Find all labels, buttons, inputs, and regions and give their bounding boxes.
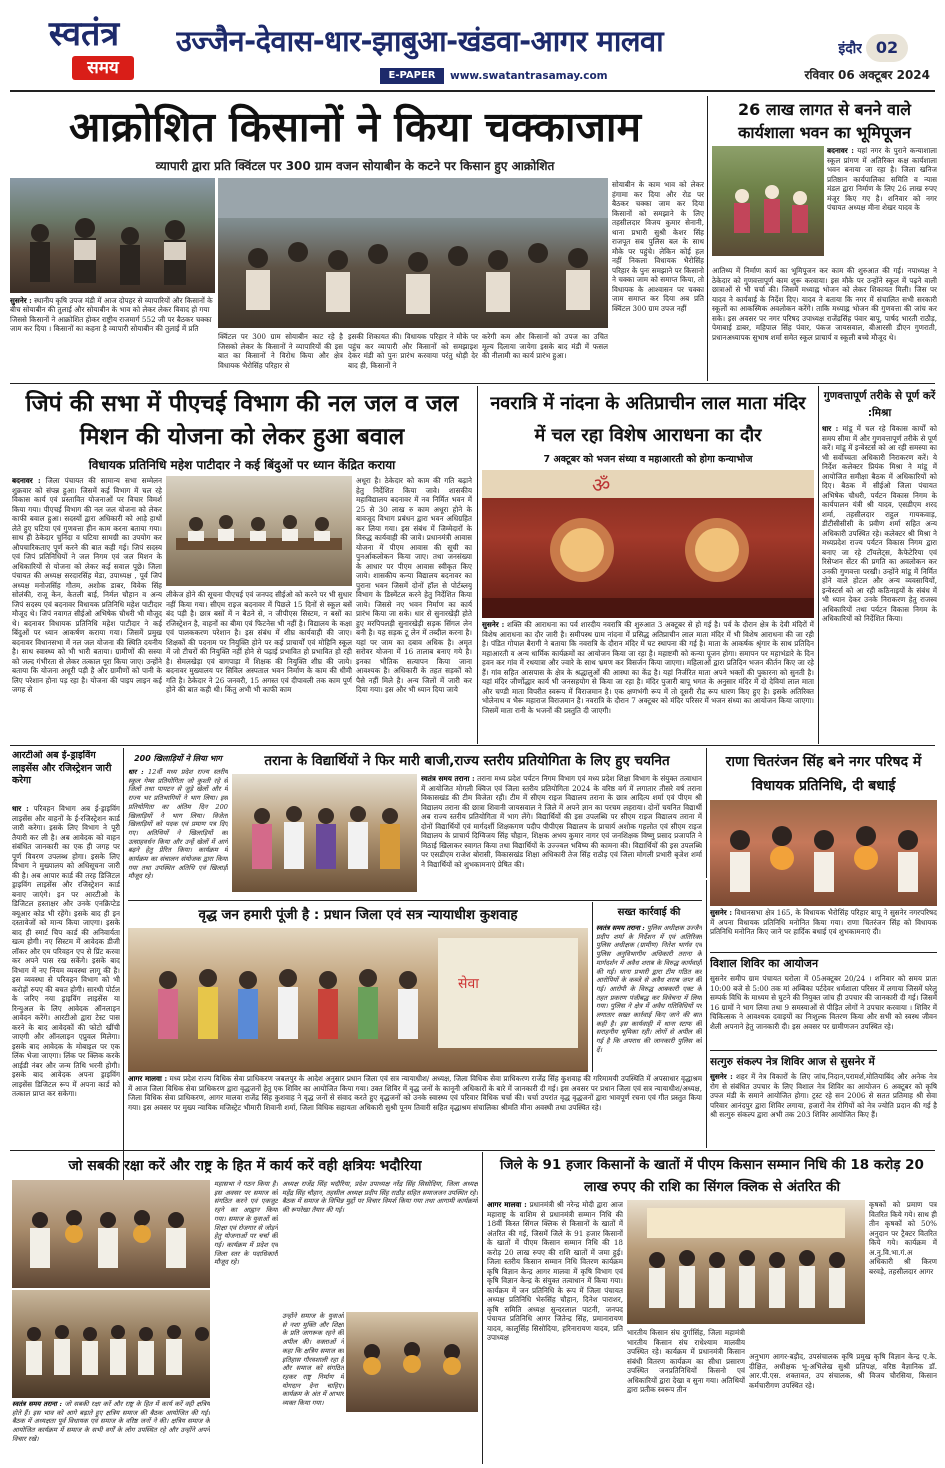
story15-event-photo xyxy=(627,1200,865,1324)
story3-col2: लीकेज होने की सूचना पीएचई एवं जनपद सीईओ को करने पर भी सुधार नहीं किया गया। सीएम राइज बदनावर में पिछले 15 दिनों से स्कूल बसें बंद पड़ी है। छात्र बसों में न बैठने से, न जीपीएस सिस्टम, न बसों का रजिस्ट्रेशन है, वाहनों का बीमा एवं फिटनेस भी नहीं है। विद्यालय के कक्षा एवं पालककरण परेशान है। इस संबंध में शीघ्र कार्यवाही की जाए। शिक्षकों की पदनाम पर नियुक्ति होने पर कई प्राचार्यों एवं मोहिनि स्कूल में जो टीचरों की नियुक्ति नहीं होने से पढ़ाई प्रभावित हो प्रभावित हो रही है। सेमलखेड़ा एवं बागपाड़ा में शिक्षक की नियुक्ति शीघ्र की जाये। बदनावर मुख्यालय पर सिविल अस्पताल भवन निर्माण के काम की धीमी गति है। ठेकेदार ने 26 जनवरी, 15 अगस्त एवं दीपावली तक काम पूर्ण होने की बात कही थी। किंतु अभी भी काफी काम xyxy=(166,590,352,694)
divider-row4 xyxy=(10,1150,935,1151)
svg-text:ॐ: ॐ xyxy=(592,473,611,497)
story4-headline[interactable]: नवरात्रि में नांदना के अतिप्राचीन लाल माता मंदिर में चल रहा विशेष आराधना का दौर xyxy=(490,393,806,446)
story7-body: धार : 12वीं मध्य प्रदेश राज्य स्तरीय स्कूल गेम्स प्रतियोगिता जो कुश्ती रहे से जिलों तथा पायटन से जुड़े खेलों और में राज्य भर प्रतिभागियों ने भाग लिया। इस प्रतियोगिता का अंतिम दिन 200 खिलाड़ियों ने भाग लिया। विजेता खिलाड़ियों को पदक एवं प्रमाण पत्र दिए गए। अतिथियों ने खिलाड़ियों का उत्साहवर्धन किया और उन्हें खेलों में आगे बढ़ने हेतु प्रेरित किया। कार्यक्रम में कार्यक्रम का संचालन संयोजक द्वारा किया गया तथा उपस्थित अतिथि एवं खिलाड़ी मौजूद रहे। xyxy=(128,768,228,881)
story13-body: स्वतंत्र समय तराना : पुलिस अधीक्षक उज्जैन प्रदीप शर्मा के निर्देशन में एवं अतिरिक्त पुलिस अधीक्षक (ग्रामीण) नितेश भार्गव एवं पुलिस अनुविभागीय अधिकारी तराना के मार्गदर्शन में अवैध शराब के विरुद्ध कार्यवाही की गई। थाना प्रभारी द्वारा टीम गठित कर आरोपियों के कब्जे से अवैध शराब जप्त की गई। आरोपी के विरुद्ध आबकारी एक्ट के तहत प्रकरण पंजीबद्ध कर विवेचना में लिया गया। पुलिस ने क्षेत्र में अवैध गतिविधियों पर लगातार सख्त कार्रवाई किए जाने की बात कही है। इस कार्यवाही में थाना स्टाफ की सराहनीय भूमिका रही। लोगों से अपील की गई है कि अपराध की जानकारी पुलिस को दें। xyxy=(596,924,702,1054)
crowd-figures xyxy=(10,178,215,293)
story14-meeting-photo-2 xyxy=(12,1290,210,1398)
logo-top-text: स्वतंत्र xyxy=(48,14,120,54)
story12-headline[interactable]: वृद्ध जन हमारी पूंजी है : प्रधान जिला एवं सत्र न्यायाधीश कुशवाह xyxy=(198,907,518,923)
story11-headline[interactable]: सत्गुरु संकल्प नेत्र शिविर आज से सुसनेर में xyxy=(710,1056,875,1068)
story15-col1: आगर मालवा : प्रधानमंत्री श्री नरेन्द्र मोदी द्वारा आज महाराष्ट्र के वाशिम से प्रधानमंत्री सम्मान निधि की 18वीं किस्त सिंगल क्लिक से किसानों के खातों में अंतरित की गई, जिसमें जिले के 91 हजार किसानों के खातों में पीएम किसान सम्मान निधि की 18 करोड़ 20 लाख रुपए की राशि खातों में जमा हुई। जिला स्तरीय किसान सम्मान निधि वितरण कार्यक्रम कृषि विज्ञान केन्द्र आगर मालवा में कृषि विभाग एवं कृषि विज्ञान केन्द्र के संयुक्त तत्वाधान में किया गया। कार्यक्रम में जन प्रतिनिधि के रूप में जिला पंचायत अध्यक्ष प्रतिनिधि भेरुसिंह चौहान, दिनेश पाराशर, कृषि समिति अध्यक्ष सुन्दरलाल पाटनी, जनपद पंचायत प्रतिनिधि आगर जितेन्द्र सिंह, प्रमानारायण यादव, कालूसिंह सिसोदिया, हरिनारायण यादव, प्रति उपाध्यक्ष xyxy=(487,1200,623,1342)
stage-guests xyxy=(346,1312,478,1412)
city-label: इंदौर xyxy=(838,41,862,57)
newspaper-logo[interactable] xyxy=(14,14,154,84)
story1-farmers-photo-2 xyxy=(218,178,608,328)
market-crowd xyxy=(218,178,608,328)
story5-headline[interactable]: गुणवत्तापूर्ण तरीके से पूर्ण करें :मिश्रा xyxy=(823,390,936,419)
website-link[interactable]: www.swatantrasamay.com xyxy=(450,70,608,82)
story5-body: धार : मांडू में चल रहे विकास कार्यों को समय सीमा में और गुणवत्तापूर्ण तरीके से पूर्ण करें। मांडू में इन्वेस्टर्स को आ रही समस्या का भी सर्वोच्चता अधिकारी निराकरण करें। ये निर्देश कलेक्टर प्रियंक मिश्रा ने मांडू में आयोजित समीक्षा बैठक में अधिकारियों को दिए। बैठक में सीईओ जिला पंचायत अभिषेक चौधरी, पर्यटन विकास निगम के कार्यपालन यंत्री श्री यादव, एसडीएम शरद शर्मा, तहसीलदार राहुल गायकवाड़, डीटीसीसीसी के प्रवीण शर्मा सहित अन्य अधिकारी उपस्थित रहे। कलेक्टर श्री मिश्रा ने मध्यप्रदेश राज्य पर्यटन विकास निगम द्वारा बनाए जा रहे टॉयलेट्स, कैफेटेरिया एवं रिसेप्शन सेंटर की प्रगति का अवलोकन कर उनकी गुणवत्ता परखी। उन्होंने मांडू में निर्मित होने वाले होटल और अन्य व्यवसायियों, इन्वेस्टर्स को आ रही कठिनाइयों के संबंध में भी ध्यान देकर उनके निराकरण हेतु राजस्व अधिकारियों तथा पर्यटन विकास निगम के अधिकारियों को निर्देशित किया। xyxy=(822,424,937,623)
story14-col3: अध्यक्ष राजेंद्र सिंह भदौरिया, प्रदेश उपाध्यक्ष नरेंद्र सिंह सिसोदिया, जिला अध्यक्ष महेंद्र सिंह चौहान, तहसील अध्यक्ष प्रदीप सिंह राठौड़ सहित समाजजन उपस्थित रहे। बैठक में समाज के विभिन्न मुद्दों पर विचार विमर्श किया गया तथा आगामी कार्यक्रमों की रूपरेखा तैयार की गई। xyxy=(282,1180,478,1215)
story15-col3: अनुभाग आगर-बड़ौद, उपसंचालक कृषि प्रमुख कृषि विज्ञान केन्द्र ए.के. दीक्षित, अधीक्षक भू-अभिलेख सुश्री प्रतिपक्ष, वरिष्ठ वैज्ञानिक डॉ. आर.पी.एस. शक्तावत, उप संचालक, श्री विजय चौरसिया, किसान कर्मचारीगण उपस्थित रहे। xyxy=(749,1352,937,1390)
story1-col-a: क्विंटल पर 300 ग्राम सोयाबीन काट रहे है जिसको लेकर के किसानों ने व्यापारियों की इस बात का किसानों ने विरोध किया और क्षेत्र विधायक भैरोसिंह परिहार से xyxy=(218,332,343,370)
story14-col4: उन्होंने समाज के युवाओं से नशा मुक्ति और शिक्षा के प्रति जागरूक रहने की अपील की। वक्ताओं ने कहा कि क्षत्रिय समाज का इतिहास गौरवशाली रहा है और समाज को संगठित रहकर राष्ट्र निर्माण में योगदान देना चाहिए। कार्यक्रम के अंत में आभार व्यक्त किया गया। xyxy=(282,1312,344,1408)
story8-students-photo xyxy=(232,774,417,892)
story1-caption: सुसनेर : स्थानीय कृषि उपज मंडी में आज दोपहर से व्यापारियों और किसानों के बीच सोयाबीन की तुलाई और सोयाबीन के भाव को लेकर लेकर विवाद हो गया जिससे किसानों ने आक्रोशित होकर राष्ट्रीय राजमार्ग 552 जी पर बैठकर चक्का जाम कर दिया । किसानों का कहना है व्यापारी सोयाबीन की तुलाई में प्रति xyxy=(10,296,213,334)
deity-idols xyxy=(482,470,814,618)
story2-headline[interactable]: 26 लाख लागत से बनने वाले कार्यशाला भवन का भूमिपूजन xyxy=(738,100,911,142)
story7-headline[interactable]: 200 खिलाड़ियों ने लिया भाग xyxy=(134,754,222,763)
story3-headline[interactable]: जिपं की सभा में पीएचई विभाग की नल जल व जल मिशन की योजना को लेकर हुआ बवाल xyxy=(25,391,459,450)
vertical-divider-s13 xyxy=(592,902,593,1072)
divider-s10-s11 xyxy=(710,1050,937,1051)
garland-crowd xyxy=(710,800,937,906)
story2-body: आतिथ्य में निर्माण कार्य का भूमिपूजन कर काम की शुरुआत की गई। नपाध्यक्ष ने ठेकेदार को गुणवत्तापूर्ण काम शुरू करवाया। इस मौके पर उन्होंने स्कूल में पढ़ने वाली छात्राओं से भी चर्चा की। जिसमें मध्याह्न भोजन को लेकर शिकायत मिली। जिस पर यादव ने कार्यवाई के निर्देश दिए। यादव ने बताया कि नगर में संचालित सभी सरकारी स्कूलों का आकस्मिक अवलोकन करेंगे। ताकि मध्याह्न भोजन की गुणवत्ता की जांच कर सके। इस अवसर पर नगर परिषद उपाध्यक्ष राजेंद्रसिंह पंवार बापू, पार्षद भारती राठौड़, पेमाबाई डाबर, महिपाल सिंह पंवार, पंकज जायसवाल, बीआरसी डीएन गुणराती, प्रधानअध्यापक सुभाष शर्मा समेत स्कूल प्राचार्य व स्कूली बच्चे मौजूद थे। xyxy=(712,266,937,342)
story12-camp-photo xyxy=(128,928,588,1072)
divider-row2 xyxy=(10,383,935,384)
epaper-label: E-PAPER xyxy=(388,70,436,81)
story1-col-c: करेगी कम और किसानों को उपज का उचित मूल्य दिलाया जायेगा इसके बाद मंडी में फसल की नीलामी का कार्य प्रारंभ हुआ। xyxy=(482,332,608,360)
story10-body: सुसनेर समीप ग्राम पंचायत घरोला में 05अक्टूबर 20/24 । शनिवार को समय प्रातः 10:00 बजे से 5:00 तक मां अम्बिका पर्टदेवर धर्मशाला परिसर में लगाया जिसमें घरेलु सम्पर्क विधि के माध्यम से घुटने की नियुक्त जांच ही उपचार की जानकारी दी गई। जिसमें 16 ग्रामों ने भाग लिया तथा 9 समस्याओं से पीड़ित लोगों ने उपचार करवाया । शिविर में चिकित्सक ने आवश्यक दवाइयों का निःशुल्क वितरण किया और सभी को स्वस्थ जीवन शैली अपनाने हेतु जानकारी दी। इस अवसर पर ग्रामीणजन उपस्थित रहे। xyxy=(710,974,937,1031)
story13-headline[interactable]: सख्त कार्रवाई की xyxy=(617,907,681,918)
meeting-hall xyxy=(166,476,352,586)
divider-s8-s12 xyxy=(128,900,702,901)
story14-col2: महासभा ने गठन किया है। इस अवसर पर समाज को संगठित करने एवं एकजुट रहने का आह्वान किया गया। समाज के युवाओं को शिक्षा एवं रोजगार से जोड़ने हेतु योजनाओं पर चर्चा की गई। कार्यक्रम में प्रदेश एवं जिला स्तर के पदाधिकारी मौजूद रहे। xyxy=(214,1180,278,1267)
seated-audience xyxy=(12,1290,210,1398)
page-number: 02 xyxy=(875,38,899,57)
vertical-divider-mid2 xyxy=(818,386,819,744)
divider-row3 xyxy=(10,745,935,746)
divider-s9-s10 xyxy=(710,952,937,953)
logo-bottom-text: समय xyxy=(87,58,119,78)
story14-meeting-photo-3 xyxy=(346,1312,478,1412)
story11-body: सुसनेर : शहर में नेत्र विकारों के लिए जांच,निदान,परामर्श,मोतियाबिंद और अनेक नेत्र रोग से संबंधित उपचार के लिए विशाल नेत्र शिविर का आयोजन 6 अक्टूबर को कृषि उपज मंडी के समाने आयोजित होगा। ट्रस्ट रहे सन 2006 से सतत प्रतिमाह श्री सेवा परिवार आनंदपुर द्वारा शिविर लगाया, हजारों नेत्र रोगियों को नेत्र ज्योति प्रदान की गई है श्री सत्गुरु संकल्प द्वारा अभी तक 203 शिविर आयोजित किए हैं। xyxy=(710,1072,937,1119)
masthead-divider xyxy=(10,90,935,92)
story9-headline[interactable]: राणा चितरंजन सिंह बने नगर परिषद में विधायक प्रतिनिधि, दी बधाई xyxy=(725,754,922,794)
story1-subhead: व्यापारी द्वारा प्रति क्विंटल पर 300 ग्राम वजन सोयाबीन के कटने पर किसान हुए आक्रोशित xyxy=(155,159,555,173)
story3-subhead: विधायक प्रतिनिधि महेश पाटीदार ने कई बिंदुओं पर ध्यान केंद्रित कराया xyxy=(88,458,396,472)
vertical-divider-s8 xyxy=(706,748,707,878)
story2-ceremony-photo xyxy=(712,146,824,256)
story6-body: धार : परिवहन विभाग अब ई-ड्राइविंग लाइसेंस और वाहनों के ई-रजिस्ट्रेशन कार्ड जारी करेगा। इसके लिए विभाग ने पूरी तैयारी कर ली है। अब आवेदक को वाहन संबंधित जानकारी का एक ही जगह पर पूर्ण विवरण उपलब्ध होगा। इसके लिए विभाग ने मुख्यालय को अधिसूचना जारी की है। अब आपार कार्ड की तरह डिजिटल ड्राइविंग लाइसेंस और रजिस्ट्रेशन कार्ड बनाए जाएंगे। इन पर आरटीओ के डिजिटल हस्ताक्षर और उनके एनक्रिप्टेड क्यूआर कोड भी रहेंगे। इसके बाद ही इन दस्तावेजों को मान्य किया जाएगा। इसके बाद ही स्मार्ट चिप कार्ड की अनिवार्यता खत्म होगी। नए सिस्टम में आवेदक डीजी लॉकर और एम परिवहन एप से प्रिंट करवा कर अपने पास रख सकेंगे। इसके बाद विभाग में नए नियम व्यवस्था लागू की है। इस व्यवस्था से परिवहन विभाग को भी करोड़ों रुपए की बचत होगी। सारथी पोर्टल के जरिए नया ड्राइविंग लाइसेंस या रिन्युअल के लिए आवेदक ऑनलाइन आवेदन करेंगे। आरटीओ द्वारा टेस्ट पास करने के बाद आवेदकों की फोटो खींची जाएगी और ऑनलाइन एप्रुवल मिलेगा। इसके बाद आवेदक के मोबाइल पर एक लिंक भेजा जाएगा। लिंक पर क्लिक करके आईडी नंबर और जन्म तिथि भरनी होगी। इसके बाद आवेदक अपना ड्राइविंग लाइसेंस डिजिटल रूप में अपना कार्ड को तत्काल प्राप्त कर सकेगा। xyxy=(12,804,120,1098)
story6-headline[interactable]: आरटीओ अब ई-ड्राइविंग लाइसेंस और रजिस्ट्रेशन जारी करेगा xyxy=(12,750,112,786)
story4-body: सुसनेर : शक्ति की आराधना का पर्व शारदीय नवरात्रि की शुरुआत 3 अक्टूबर से हो गई है। पर्व के दौरान क्षेत्र के देवी मंदिरों में विशेष आराधना का दौर जारी है। समीपस्थ ग्राम नांदना में प्रसिद्ध अतिप्राचीन लाल माता मंदिर में भी विशेष आराधना की जा रही है। पंडित गोपाल बैरागी ने बताया कि नवरात्रि के दौरान मंदिर में घट स्थापना की गई है। माता के आकर्षक श्रृंगार के साथ प्रतिदिन महाआरती व अन्य धार्मिक कार्यक्रमों का आयोजन किया जा रहा है। महाष्टमी को कन्या पूजन होगा। समापन पर महाभंडारे के दिन हवन कर गांव में रथयात्रा और ज्वारे के साथ भ्रमण कर विसर्जन किया जाएगा। महिलाओं द्वारा प्रतिदिन भजन कीर्तन किए जा रहे हैं। गांव सहित आसपास के क्षेत्र के श्रद्धालुओं की आस्था का केंद्र है। यहां निर्जरित माता अपने भक्तों की पुकारना को सुनती है। यहां मंदिर जीर्णोद्धार कार्य भी जनसहयोग से किया जा रहा है। मंदिर पुजारी बापू भगत के अनुसार मंदिर में दो देवियां लाल माता और चण्डी माता विपरीत स्वरूप में विराजमान है। एक क्षणभंगी रूप में तो दूसरी रौद्र रूप धारण किए हुए है। इसके अतिरिक्त भोलेनाथ व भैरू महाराज विराजमान है। नवरात्रि के दौरान 7 अक्टूबर को मंदिर परिसर में भजन संध्या का आयोजन किया जाएगा। जिसमें माता रानी के भजनों की प्रस्तुति दी जाएगी। xyxy=(482,620,814,715)
story14-meeting-photo-1 xyxy=(12,1180,210,1288)
story4-subhead: 7 अक्टूबर को भजन संध्या व महाआरती को होगा कन्याभोज xyxy=(543,454,753,465)
story12-body: आगर मालवा : मध्य प्रदेश राज्य विधिक सेवा प्राधिकरण जबलपुर के आदेश अनुसार प्रधान जिला एवं सत्र न्यायाधीश/ अध्यक्ष, जिला विधिक सेवा प्राधिकरण राजेंद्र सिंह कुशवाह की गरिमामयी उपस्थिति में अपसाधार वृद्धाश्रम में आज जिला विधिक सेवा प्राधिकरण द्वारा वृद्धजनों हेतु एक शिविर का आयोजित किया गया। उक्त शिविर में वृद्ध जनों के कानूनी अधिकारों के बारे में जानकारी दी गई। इस अवसर पर प्रधान जिला एवं सत्र न्यायाधीश/अध्यक्ष, जिला विधिक सेवा प्राधिकरण, आगर मालवा राजेंद्र सिंह कुशवाह ने वृद्ध जनों से संवाद करते हुए वृद्धजनों को उनके स्वास्थ्य एवं परिवार विधिक चर्चा की। चर्चा उपरांत वृद्ध वृद्धजनों द्वारा भावपूर्ण रचना एवं गीत प्रस्तुत किया गया। इस अवसर पर मुख्य न्यायिक मजिस्ट्रेट भीमारी शिवानी शर्मा, जिला विधिक सहायता अधिकारी सुश्री पूनम तिवारी सहित वृद्धाश्रम संचालिका श्रीमति मीना अवस्थी तथा उपस्थित रहे। xyxy=(128,1074,702,1112)
story1-headline[interactable]: आक्रोशित किसानों ने किया चक्काजाम xyxy=(68,103,642,151)
story3-col3: अधूरा है। ठेकेदार को काम की गति बढ़ाने हेतु निर्देशित किया जावे। शासकीय महाविद्यालय बदनावर में नव निर्मित भवन में 25 से 30 लाख रु काम अधूरा होने के बावजूद विभाग प्रबंधन द्वारा भवन अधिग्रहित कर लिया गया। इस संबंध में जिम्मेदारों के विरुद्ध कार्यवाही की जावे। प्रधानमंत्री आवास योजना में पीएम आवास की सूची का पुनर्आकलोकन किया जाए। तथा जनसंख्या के आधार पर पीएम आवास स्वीकृत किए जाये। शासकीय कन्या विद्यालय बदनावर का पुराना भवन जिसमें दोनों हॉल से पोर्टब्लयू विभाग के डिस्मेंटल करने हेतु निर्देशित किया जाये। जिससे नए भवन निर्माण का कार्य प्रारंभ किया जा सके। धार से सुनारखेड़ी होते हुए मरपिपलड़ी सुनारखेड़ी सड़क सिंगल लेन बनी है। यह सड़क टू लेन में तब्दील करना है। यहां पर जाम का दबाव अधिक है। अमृत सरोवर योजना में 16 तालाब बनाए गये है। इनका भौतिक सत्यापन किया जाना आवश्यक है। अधिकारी के तहत सड़कों को पैसे नहीं मिले है। अन्य जिलों में जारी कर दिया गया। इस और भी ध्यान दिया जाये xyxy=(356,476,472,694)
story8-headline[interactable]: तराना के विद्यार्थियों ने फिर मारी बाजी,राज्य स्तरीय प्रतियोगिता के लिए हुए चयनित xyxy=(264,753,670,769)
bhoomipujan-figures xyxy=(712,146,824,256)
vertical-divider-s9col xyxy=(706,880,707,1148)
story2-side-text: बदनावर : यहां नगर के पुराने कन्याशाला स्कूल प्रांगण में अतिरिक्त कक्ष कार्यशाला भवन बनाया जा रहा है। जिला खनिज प्रतिष्ठान कार्यपालिका समिति व न्यास मंडल द्वारा निर्माण के लिए 26 लाख रुपए मंजूर किए गए है। शनिवार को नगर पंचायत अध्यक्ष मीना शेखर यादव के xyxy=(827,146,937,212)
kshatriya-meeting xyxy=(12,1180,210,1288)
vertical-divider-mid xyxy=(477,386,478,744)
students-group xyxy=(232,774,417,892)
vertical-divider-top xyxy=(707,96,708,381)
kisan-samman-event xyxy=(627,1200,865,1324)
story1-col-b: इसकी शिकायत की। विधायक परिहार ने मौके पर पहुंच कर व्यापारी और किसानों को समझाइश देकर मंडी को पुनः प्रारंभ करवाया परंतु थोड़ी देर बाद ही, किसानों ने xyxy=(348,332,478,370)
story1-right-column: सोयाबीन के काम भाव को लेकर हंगामा कर दिया और रोड पर बैठकर चक्का जाम कर दिया किसानों को समझाने के लिए तहसीलदार विजय कुमार सेनानी, थाना प्रभारी सुश्री केशर सिंह राजपूत सब पुलिस बल के साथ मौके पर पहुंचे। लेकिन कोई हल नहीं निकला विधायक भैरोसिंह परिहार के पुनः समझाने पर किसानो ने चक्का जाम को समाप्त किया, तो विधायक के आश्वासन पर चक्का जाम समाप्त कर दिया अब प्रति क्विंटल 300 ग्राम उपज नहीं xyxy=(612,180,704,313)
story1-farmers-photo-1 xyxy=(10,178,215,293)
story15-col2: भारतीय किसान संघ दुर्गासिंह, जिला महामंत्री भारतीय किसान संघ राधेश्याम मालवीय उपस्थित रहे। कार्यक्रम में प्रधानमंत्री किसान संबंधी वितरण कार्यक्रम का सीधा प्रसारण उपस्थित जनप्रतिनिधियों किसनो एवं अधिकारियों द्वारा देखा व सुना गया। अतिथियों द्वारा प्रतीक स्वरूप तीन xyxy=(627,1328,745,1394)
story10-headline[interactable]: विशाल शिविर का आयोजन xyxy=(710,957,819,970)
masthead xyxy=(0,0,945,92)
svg-text:सेवा: सेवा xyxy=(458,976,479,992)
story3-col1: बदनावर : जिला पंचायत की सामान्य सभा सम्मेलन शुक्रवार को संपन्न हुआ। जिसमें कई विभाग में चल रहे विकास कार्य एवं प्रस्तावित योजनाओं पर विचार विमर्श किया गया। पीएचई विभाग की नल जल योजना को लेकर काफी बवाल हुआ। सदस्यों द्वारा अधिकारी को आड़े हाथों लेते हुए घटिया एवं गुणवत्ता हीन काम करना बताया गया। साथ ही ठेकेदार चुनिंदा व घटिया सामग्री का उपयोग कर औपचारिकताए पूर्ण करने की बात कही गई। जिपं सदस्य एवं जिपं प्रतिनिधियों ने जल निगम एवं जल मिशन के अधिकारियों से योजना को लेकर कई सवाल पूछे। जिला पंचायत की अध्यक्ष सरदारसिंह मेडा, उपाध्यक्ष , पूर्व जिपं अध्यक्ष मनोजसिंह गौतम, अशोक डाबर, विवेक सिंह सोलंकी, राजू केन, केतली बाई, निर्मल चौहान व अन्य जिपं सदस्य एवं बदनावर विधायक प्रतिनिधि महेश पाटीदार मौजूद थे। जिपं नवागत सीईओ अभिषेक चौधरी भी मौजूद थे। बदनावर विधायक प्रतिनिधि महेश पाटीदार ने कई बिंदुओं पर ध्यान आकर्षण कराया गया। जिसमें प्रमुख बदनावर विधानसभा में नल जल योजना की स्थिति दयनीय है। साथ स्वास्थ्य को भी भारी बताया। ग्रामीणों की सस्या को जल्द गंभीरता से लेकर तत्काल पूरा किया जाए। उन्होंने बताया कि योजना अधूरी पड़ी है और ग्रामीणों को पानी के लिए परेशान होना पड़ रहा है। योजना की पाइप लाइन कई जगह से xyxy=(12,476,162,694)
region-title: उज्जैन-देवास-धार-झाबुआ-खंडवा-आगर मालवा xyxy=(176,24,664,58)
elderly-camp xyxy=(128,928,588,1072)
story9-felicitation-photo xyxy=(710,800,937,906)
story15-headline[interactable]: जिले के 91 हजार किसानों के खातों में पीएम किसान सम्मान निधि की 18 करोड़ 20 लाख रुपए की राशि का सिंगल क्लिक से अंतरित की xyxy=(500,1157,924,1195)
story14-headline[interactable]: जो सबकी रक्षा करें और राष्ट्र के हित में कार्य करें वही क्षत्रियः भदौरिया xyxy=(68,1158,422,1174)
story8-body: स्वतंत्र समय तराना : तराना मध्य प्रदेश पर्यटन निगम विभाग एवं मध्य प्रदेश शिक्षा विभाग के संयुक्त तत्वाधान में आयोजित मोगली क्विज एवं जिला स्तरीय प्रतियोगिता 2024 के वरिष्ठ वर्ग में लगातार तीसरे वर्ष तराना विकासखंड की टीम विजेता रही। टीम में सीएम राइज विद्यालय तराना के छात्र आदित्य शर्मा एवं पीएम श्री विद्यालय तराना की छात्रा शिवानी जायसवाल ने जिले में अपने ज्ञान का परचम लहराया। दोनों चयनित विद्यार्थी अब राज्य स्तरीय प्रतियोगिता में भाग लेंगे। विद्यार्थियों की इस उपलब्धि पर सीएम राइज विद्यालय तराना में दोनों विद्यार्थियों एवं मार्गदर्शी शिक्षकगण पदीप पीपीएस विद्यालय के प्राचार्य अशोक गहलोत एवं सीएम राइज विद्यालय के प्राचार्य दिग्विजय सिंह चौहान, शिक्षक अभय कुमार नागर एवं जनशिक्षक विष्णु प्रसाद प्रजापति ने मिठाई खिलाकर स्वागत किया तथा विद्यार्थियों के उज्ज्वल भविष्य की कामना की। विद्यार्थियों की इस उपलब्धि पर एसडीएम राजेश बोरासी, विकासखंड शिक्षा अधिकारी तेज सिंह राठौड़ एवं जिला मोगली प्रभारी बृजेश शर्मा ने विद्यार्थियों को शुभकामनाएं प्रेषित की। xyxy=(421,774,702,869)
story3-meeting-photo xyxy=(166,476,352,586)
vertical-divider-bottom xyxy=(482,1152,483,1464)
story4-temple-photo xyxy=(482,470,814,618)
story15-side: कृषकों को प्रमाण पत्र वितरित किये गये। साथ ही तीन कृषकों को 50% अनुदान पर ट्रैक्टर वितरित किये गये। कार्यक्रम में अ.नु.वि.भा.गं.अ अधिकारी श्री किरण बरवड़े, तहसीलदार आगर xyxy=(869,1200,937,1276)
issue-date: रविवार 06 अक्टूबर 2024 xyxy=(804,68,930,82)
story9-body: सुसनेर : विधानसभा क्षेत्र 165, के विधायक भैरोसिंह परिहार बापू ने सुसनेर नगरपरिषद में अपना विधायक प्रतिनिधि मनोनित किया गया। राणा चितरंजन सिंह को विधायक प्रतिनिधि मनोनित किए जाने पर हार्दिक बधाई एवं शुभकामनाएं दी। xyxy=(710,908,937,936)
story14-caption: स्वतंत्र समय तराना : जो सबकी रक्षा करें और राष्ट्र के हित में कार्य करें वही क्षत्रिय होते हैं। इस भाव को आगे बढ़ाते हुए क्षत्रिय समाज की बैठक आयोजित की गई। बैठक में अध्यक्षता पूर्व विधायक एवं समाज के वरिष्ठ जनों ने की। क्षत्रिय समाज के आयोजित कार्यक्रम में समाज के सभी वर्गों के लोग उपस्थित रहे और उन्होंने अपने विचार रखे। xyxy=(12,1400,210,1443)
